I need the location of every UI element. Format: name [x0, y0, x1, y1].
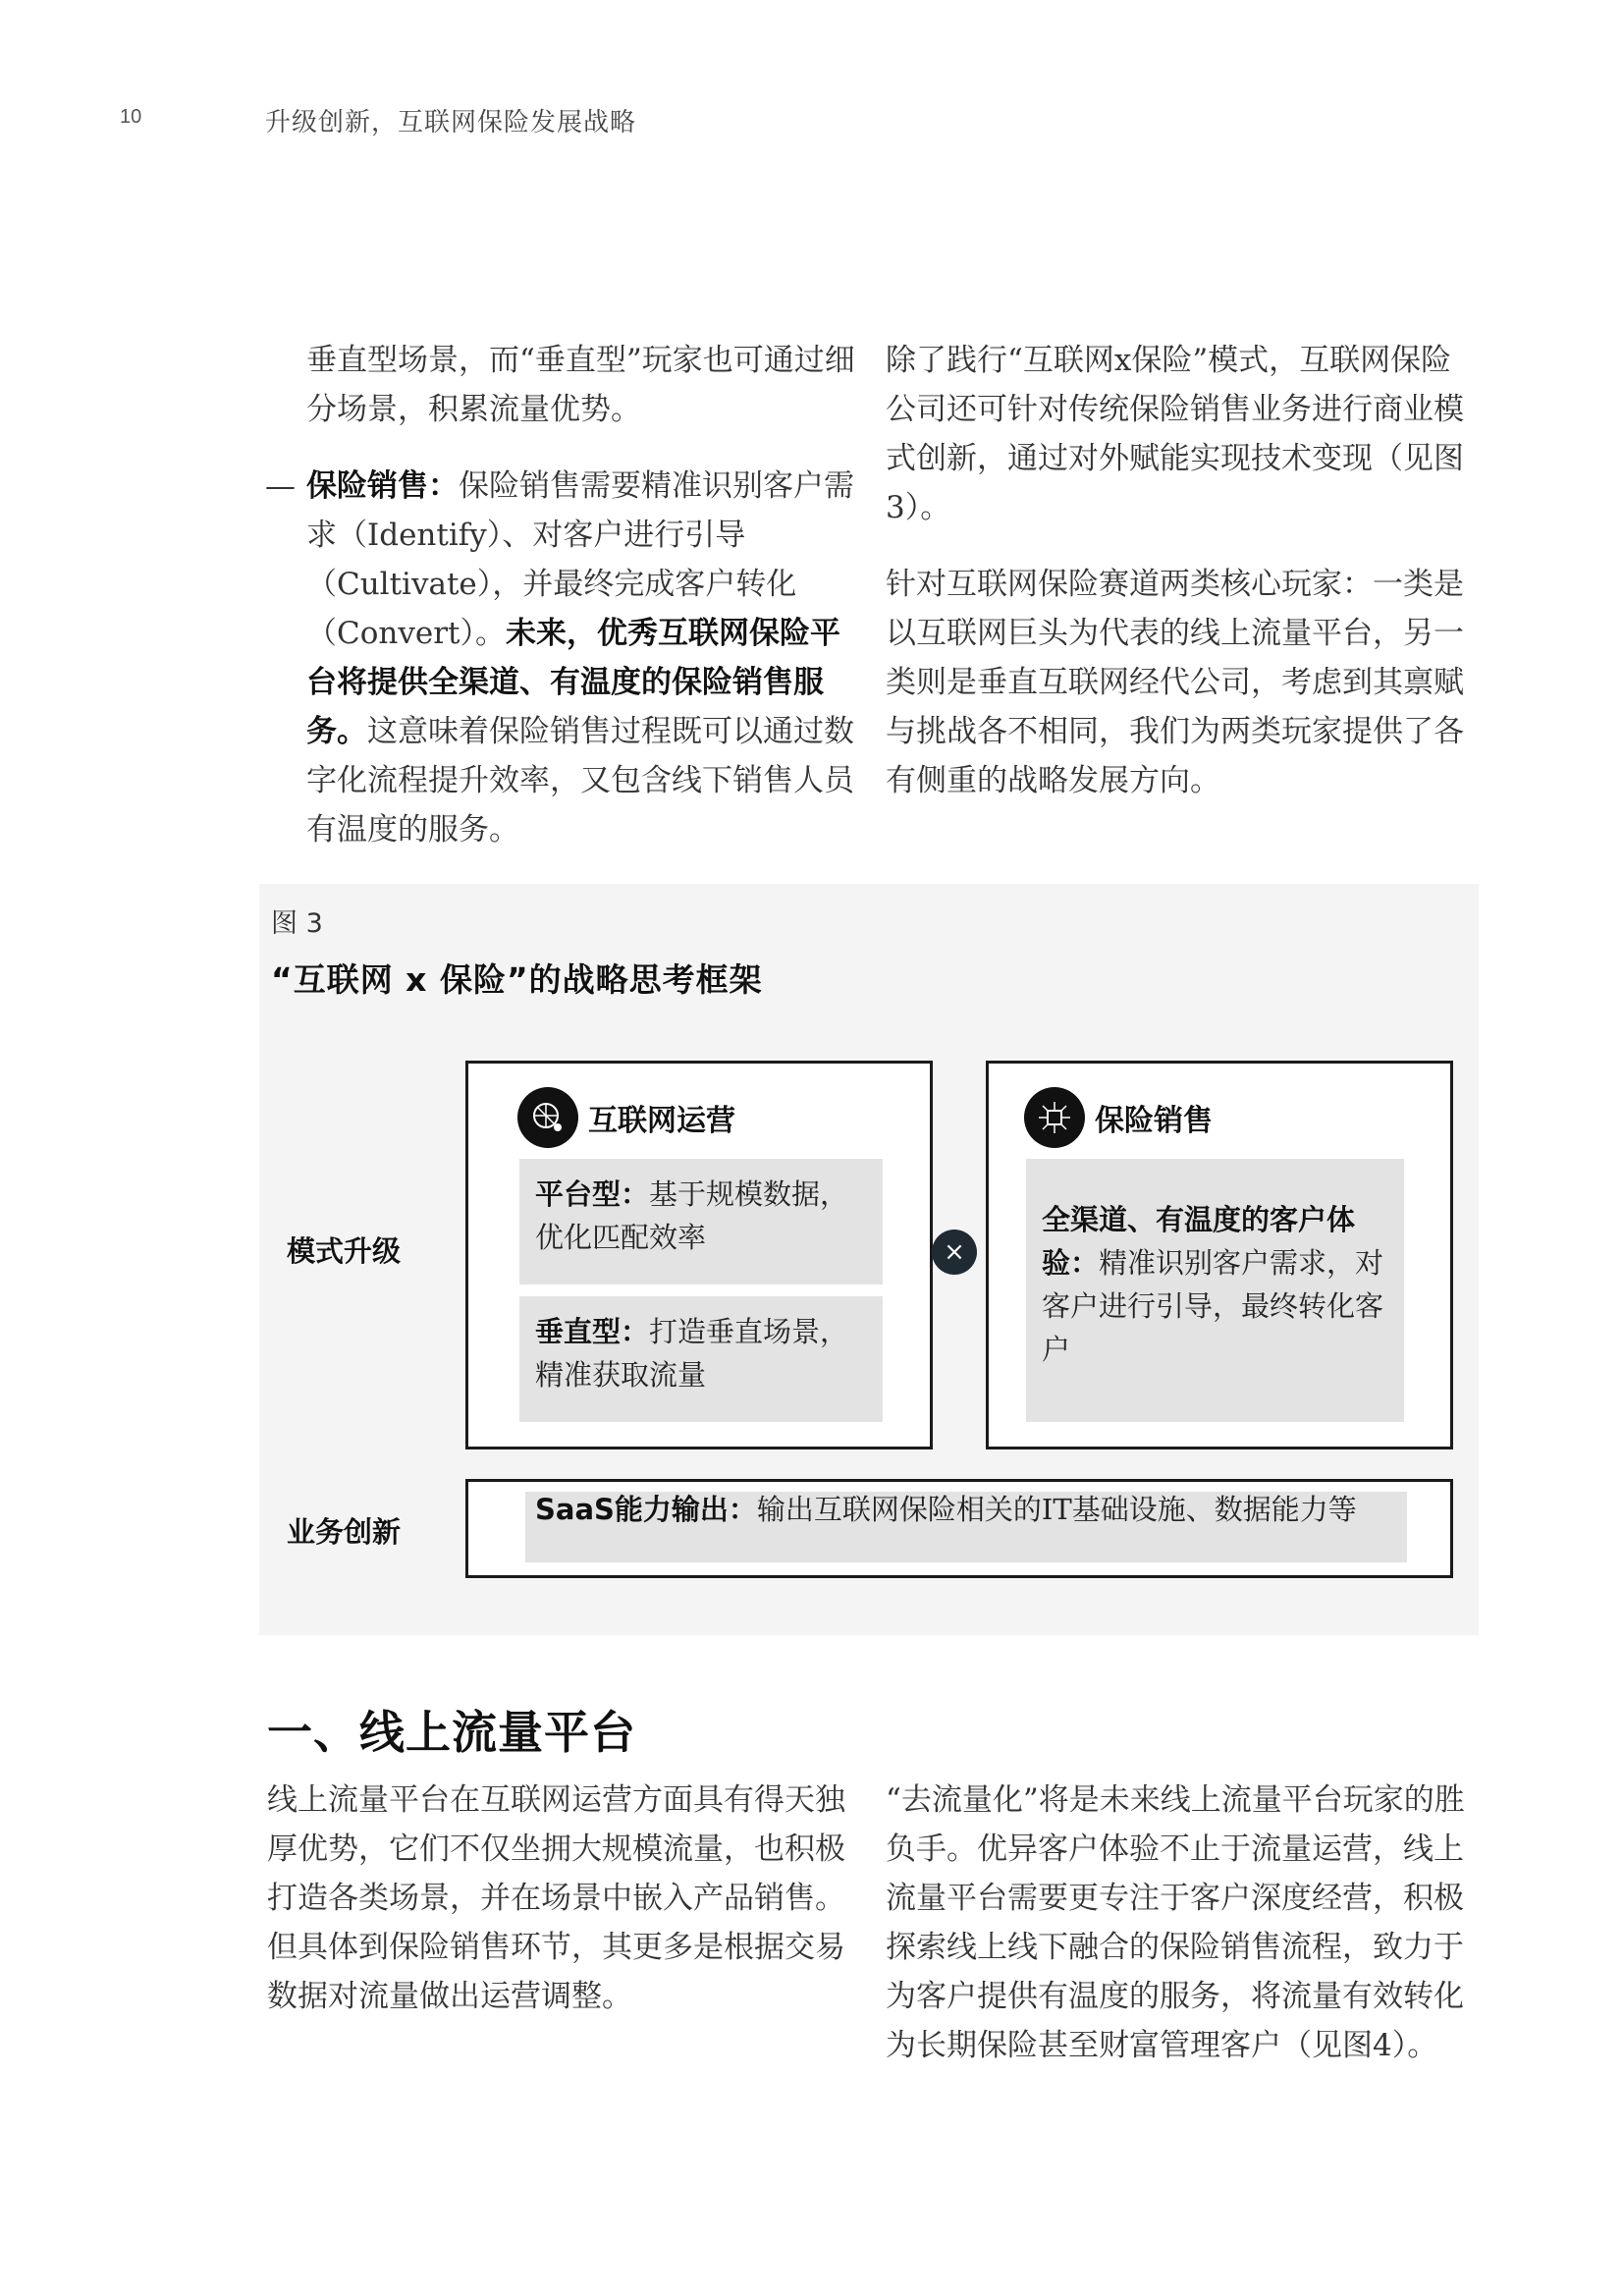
box-heading: [517, 1087, 735, 1148]
card-saas: [525, 1492, 1407, 1562]
card-platform-type: [519, 1159, 883, 1285]
card-lead: SaaS能力输出：: [535, 1493, 757, 1526]
item-text: 这意味着保险销售过程既可以通过数字化流程提升效率，又包含线下销售人员有温度的服务。: [306, 714, 854, 847]
section-title: 一、线上流量平台: [267, 1706, 636, 1759]
left-column-bottom: [267, 1776, 856, 2049]
paragraph: 线上流量平台在互联网运营方面具有得天独厚优势，它们不仅坐拥大规模流量，也积极打造各类场景，并在场景中嵌入产品销售。但具体到保险销售环节，其更多是根据交易数据对流量做出运营调整。: [267, 1782, 845, 2014]
times-icon: ×: [932, 1230, 977, 1275]
item-bold-text: 未来，优秀互联网保险平台将提供全渠道、有温度的保险销售服务。: [306, 616, 840, 749]
box-heading-text: 保险销售: [1095, 1104, 1213, 1138]
paragraph: 除了践行“互联网x保险”模式，互联网保险公司还可针对传统保险销售业务进行商业模式创新，通过对外赋能实现技术变现（见图3）。: [886, 343, 1464, 525]
right-column-top: [886, 336, 1475, 833]
dash-marker: —: [265, 468, 296, 504]
item-lead: 保险销售：: [306, 468, 459, 504]
box-saas-output: [465, 1479, 1453, 1578]
box-insurance-sales: [986, 1061, 1453, 1449]
card-text: 输出互联网保险相关的IT基础设施、数据能力等: [756, 1493, 1357, 1526]
bullet-item-insurance-sales: [265, 462, 856, 854]
card-lead: 平台型：: [535, 1177, 650, 1211]
card-omnichannel-experience: [1026, 1159, 1404, 1422]
figure-3: [259, 884, 1479, 1635]
card-lead: 垂直型：: [535, 1315, 650, 1348]
box-heading-text: 互联网运营: [588, 1104, 735, 1138]
box-internet-operation: [465, 1061, 933, 1449]
running-title: 升级创新，互联网保险发展战略: [265, 108, 637, 137]
paragraph: “去流量化”将是未来线上流量平台玩家的胜负手。优异客户体验不止于流量运营，线上流量平台需要更专注于客户深度经营，积极探索线上线下融合的保险销售流程，致力于为客户提供有温度的服务，将流量有效转化为长期保险甚至财富管理客户（见图4）。: [886, 1782, 1465, 2063]
card-lead: 全渠道、有温度的客户体验：: [1042, 1203, 1356, 1280]
box-heading: [1024, 1087, 1213, 1148]
figure-title: “互联网 x 保险”的战略思考框架: [271, 960, 763, 999]
row-label-model-upgrade: 模式升级: [287, 1234, 402, 1268]
paragraph: 针对互联网保险赛道两类核心玩家：一类是以互联网巨头为代表的线上流量平台，另一类则是垂直互联网经代公司，考虑到其禀赋与挑战各不相同，我们为两类玩家提供了各有侧重的战略发展方向。: [886, 567, 1464, 798]
card-text: 基于规模数据，优化匹配效率: [535, 1177, 849, 1254]
card-text: 打造垂直场景，精准获取流量: [535, 1315, 849, 1392]
card-vertical-type: [519, 1296, 883, 1422]
left-column-top: [265, 336, 856, 882]
right-column-bottom: [886, 1776, 1475, 2098]
card-text: 精准识别客户需求，对客户进行引导，最终转化客户: [1042, 1246, 1384, 1366]
paragraph: 垂直型场景，而“垂直型”玩家也可通过细分场景，积累流量优势。: [306, 343, 855, 427]
figure-label: 图 3: [271, 908, 323, 939]
brain-circuit-icon: [1024, 1087, 1085, 1148]
row-label-business-innovation: 业务创新: [287, 1515, 402, 1549]
item-text: 保险销售需要精准识别客户需求（Identify）、对客户进行引导（Cultivate），并最终完成客户转化（Convert）。: [306, 468, 854, 651]
page-number: 10: [120, 106, 142, 128]
network-globe-icon: [517, 1087, 578, 1148]
